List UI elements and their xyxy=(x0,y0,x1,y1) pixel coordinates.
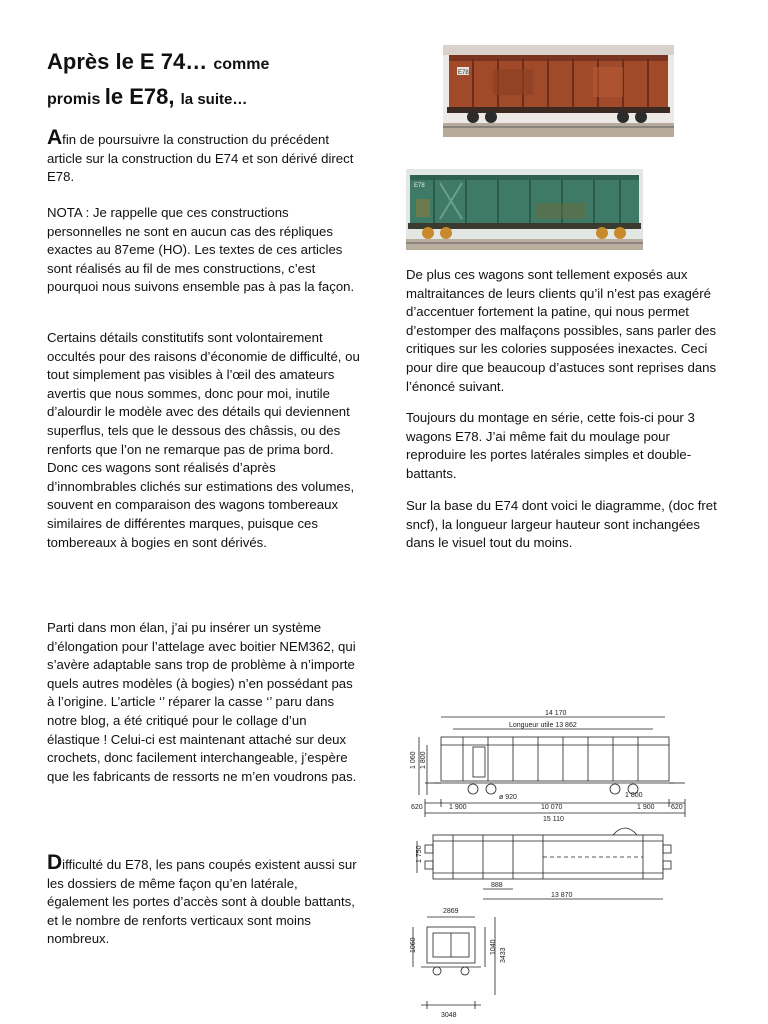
dim-1040: 1040 xyxy=(490,939,497,955)
dim-total-length: 14 170 xyxy=(545,710,567,717)
page-title xyxy=(47,46,367,116)
drop-cap-a: A xyxy=(47,126,63,149)
rusty-wagon-photo xyxy=(443,45,674,137)
rusty-wagon-label: E78 xyxy=(458,70,469,76)
dim-888: 888 xyxy=(491,882,503,889)
title-part2: comme xyxy=(213,56,270,73)
dim-1800: 1 800 xyxy=(625,792,643,799)
dim-1900-right: 1 900 xyxy=(637,804,655,811)
title-part4: le E78, xyxy=(104,84,181,109)
dim-15110: 15 110 xyxy=(543,816,564,823)
dim-wheel: ø 920 xyxy=(499,794,517,801)
nota-paragraph: NOTA : Je rappelle que ces constructions personnelles ne sont en aucun cas des répliques exactes au 87eme (HO). Les textes de ces articles sont réalisés au fil de mes constructions, c’est pourquoi nous suivons ensemble pas à pas la façon. xyxy=(47,205,355,295)
dim-620-right: 620 xyxy=(671,804,683,811)
dim-useful-length: Longueur utile 13 862 xyxy=(509,722,577,729)
wagon-technical-diagram xyxy=(403,705,703,1020)
intro-paragraph xyxy=(47,126,359,187)
green-wagon-photo xyxy=(406,169,643,250)
diagram-intro-paragraph: Sur la base du E74 dont voici le diagramme, (doc fret sncf), la longueur largeur hauteur sont inchangées dans le visuel tout du moins. xyxy=(406,498,717,551)
title-part1: Après le E 74… xyxy=(47,49,214,74)
dim-h2: 1 800 xyxy=(420,751,427,769)
difficulty-text: ifficulté du E78, les pans coupés existent aussi sur les dossiers de même façon qu’en latérale, également les portes d’accès sont à double battants, et le nombre de renforts verticaux sont moins nombreux. xyxy=(47,857,357,947)
dim-h1: 1 060 xyxy=(410,751,417,769)
dim-1900-left: 1 900 xyxy=(449,804,467,811)
dim-620-left: 620 xyxy=(411,804,423,811)
dim-2869: 2869 xyxy=(443,908,459,915)
difficulty-paragraph xyxy=(47,851,361,949)
dim-13870: 13 870 xyxy=(551,892,573,899)
drop-cap-d: D xyxy=(47,851,63,874)
dim-3048: 3048 xyxy=(441,1012,457,1019)
dim-3433: 3433 xyxy=(500,947,507,963)
details-paragraph: Certains détails constitutifs sont volontairement occultés pour des raisons d’économie de difficulté, ou tout simplement pas visibles à l’œil des amateurs avertis que nous sommes, donc pour moi, inutile d’alourdir le modèle avec des détails qui deviennent superflus, tels que le dessous des châssis, ou des renforts que l’on ne remarque pas de prima bord. Donc ces wagons sont réalisés d’après d’innombrables clichés sur estimations des volumes, souvent en comparaison des wagons tombereaux similaires de différentes marques, puisque ces tombereaux à bogies en sont dérivés. xyxy=(47,330,360,550)
green-wagon-label: E78 xyxy=(414,183,425,189)
dim-1060-end: 1060 xyxy=(410,937,417,953)
coupling-paragraph: Parti dans mon élan, j’ai pu insérer un système d’élongation pour l’attelage avec boitier NEM362, qui s’avère adaptable sans trop de problème à n’importe quels autres modèles (à bogies) n’en possédant pas à l’origine. L’article ‘’ réparer la casse ‘’ paru dans notre blog, a été critiqué pour le collage d’un élastique ! Celui-ci est maintenant attaché sur deux crochets, donc facilement interchangeable, j’espère que les fabricants de ressorts ne m’en voudrons pas. xyxy=(47,620,357,784)
dim-10070: 10 070 xyxy=(541,804,563,811)
dim-1750: 1 750 xyxy=(416,845,423,863)
patina-paragraph: De plus ces wagons sont tellement exposés aux maltraitances de leurs clients qu’il n’est pas exagéré d’accentuer fortement la patine, qui nous permet d’estomper des malfaçons possibles, sans parler des critiques sur les colories supposées inexactes. Ceci pour dire que beaucoup d’astuces sont reprises dans l’énoncé suivant. xyxy=(406,267,717,394)
series-paragraph: Toujours du montage en série, cette fois-ci pour 3 wagons E78. J’ai même fait du moulage pour reproduire les portes latérales simples et double-battants. xyxy=(406,410,695,481)
title-part3: promis xyxy=(47,91,105,108)
intro-text: fin de poursuivre la construction du précédent article sur la construction du E74 et son dérivé direct E78. xyxy=(47,132,354,185)
title-part5: la suite… xyxy=(180,91,248,108)
